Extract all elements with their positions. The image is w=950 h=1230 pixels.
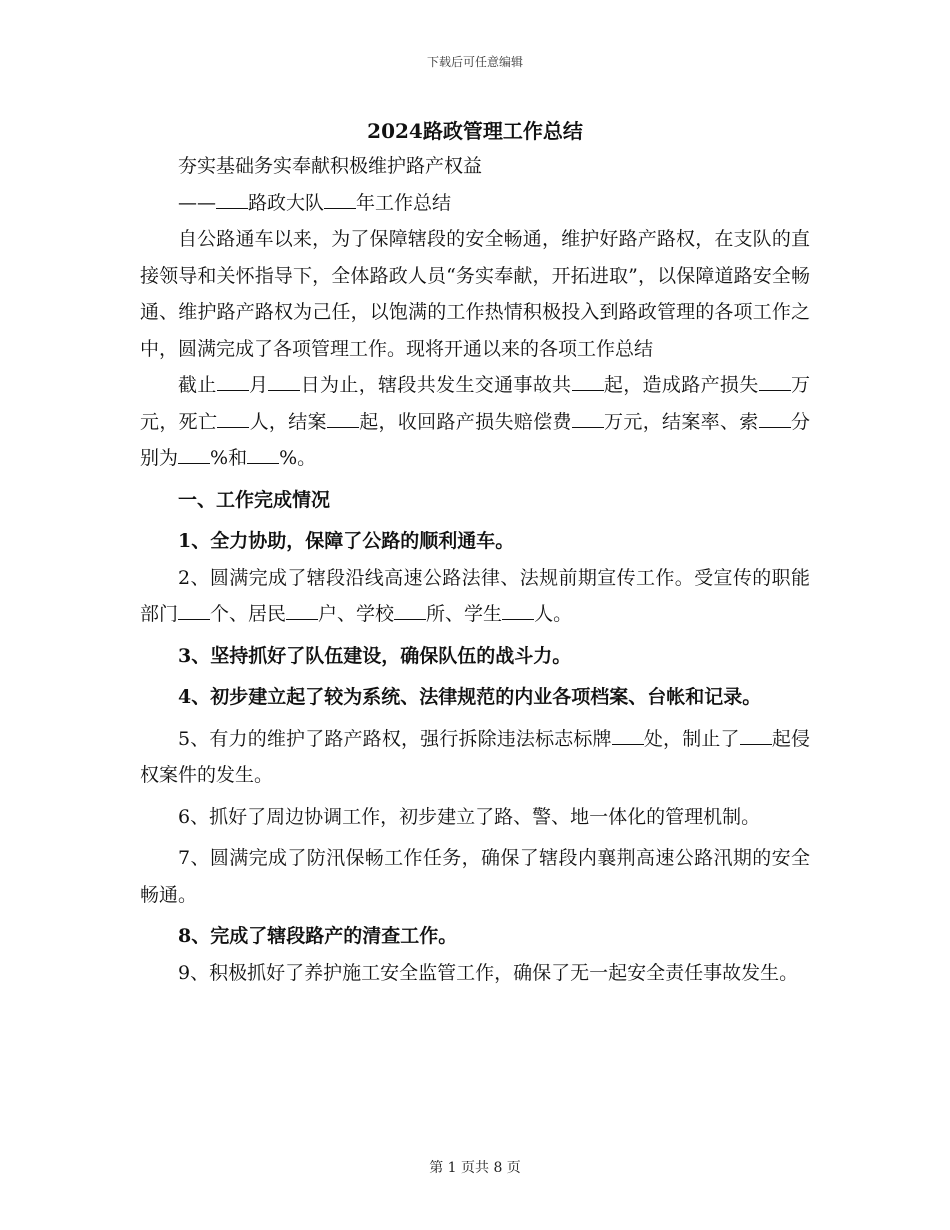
blank-field [502, 603, 534, 620]
text-fragment: 人。 [534, 603, 573, 625]
text-fragment: 月 [248, 374, 269, 396]
item-1: 1、全力协助，保障了公路的顺利通车。 [178, 530, 515, 552]
document-title: 2024路政管理工作总结 [367, 119, 583, 143]
item-9: 9、积极抓好了养护施工安全监管工作，确保了无一起安全责任事故发生。 [178, 961, 799, 984]
stats-paragraph [140, 367, 810, 477]
text-fragment: 分别为 [140, 410, 810, 469]
text-fragment: 起侵权案件的发生。 [140, 727, 810, 786]
blank-field [327, 411, 359, 428]
blank-field [178, 447, 210, 464]
text-fragment: 万元，死亡 [140, 374, 810, 433]
text-fragment: —— [178, 191, 216, 214]
text-fragment: 年工作总结 [356, 191, 452, 214]
text-fragment: %。 [279, 447, 317, 469]
header-note: 下载后可任意编辑 [426, 55, 523, 69]
item-6: 6、抓好了周边协调工作，初步建立了路、警、地一体化的管理机制。 [178, 805, 761, 828]
blank-field [178, 603, 210, 620]
blank-field [759, 411, 791, 428]
text-fragment: 截止 [178, 374, 217, 396]
blank-field [759, 374, 791, 391]
text-fragment: 所、学生 [426, 603, 503, 625]
blank-field [216, 192, 248, 209]
blank-field [612, 728, 644, 745]
item-4: 4、初步建立起了较为系统、法律规范的内业各项档案、台帐和记录。 [178, 686, 762, 708]
text-fragment: 5、有力的维护了路产路权，强行拆除违法标志标牌 [178, 727, 612, 750]
text-fragment: 个、居民 [210, 603, 287, 625]
page-footer: 第 1 页共 8 页 [429, 1160, 521, 1176]
subtitle: 夯实基础务实奉献积极维护路产权益 [178, 155, 483, 177]
text-fragment: 起，造成路产损失 [603, 374, 759, 396]
blank-field [572, 411, 604, 428]
blank-field [286, 603, 318, 620]
text-fragment: 人，结案 [249, 410, 327, 433]
text-fragment: 路政大队 [248, 191, 325, 214]
blank-field [394, 603, 426, 620]
blank-field [572, 374, 604, 391]
text-fragment: %和 [210, 447, 248, 469]
document-body [140, 148, 810, 991]
text-fragment: 日为止，辖段共发生交通事故共 [300, 374, 572, 396]
item-3: 3、坚持抓好了队伍建设，确保队伍的战斗力。 [178, 644, 572, 667]
blank-field [324, 192, 356, 209]
text-fragment: 起，收回路产损失赔偿费 [358, 410, 572, 433]
section-heading: 一、工作完成情况 [178, 488, 331, 511]
blank-field [268, 374, 300, 391]
text-fragment: 万元，结案率、索 [603, 410, 759, 433]
item-8: 8、完成了辖段路产的清查工作。 [178, 925, 458, 947]
text-fragment: 处，制止了 [643, 727, 740, 750]
blank-field [217, 374, 249, 391]
item-5 [140, 721, 810, 794]
text-fragment: 2、圆满完成了辖段沿线高速公路法律、法规前期宣传工作。受宣传的职能部门 [140, 566, 810, 625]
item-2 [140, 560, 810, 633]
item-7: 7、圆满完成了防汛保畅工作任务，确保了辖段内襄荆高速公路汛期的安全畅通。 [140, 847, 810, 906]
text-fragment: 户、学校 [318, 603, 395, 625]
subtitle-2 [140, 185, 810, 222]
blank-field [740, 728, 772, 745]
blank-field [217, 411, 249, 428]
intro-paragraph: 自公路通车以来，为了保障辖段的安全畅通，维护好路产路权，在支队的直接领导和关怀指导下，全体路政人员“务实奉献，开拓进取”，以保障道路安全畅通、维护路产路权为己任，以饱满的工作热情积极投入到路政管理的各项工作之中，圆满完成了各项管理工作。现将开通以来的各项工作总结 [140, 228, 810, 360]
blank-field [247, 447, 279, 464]
